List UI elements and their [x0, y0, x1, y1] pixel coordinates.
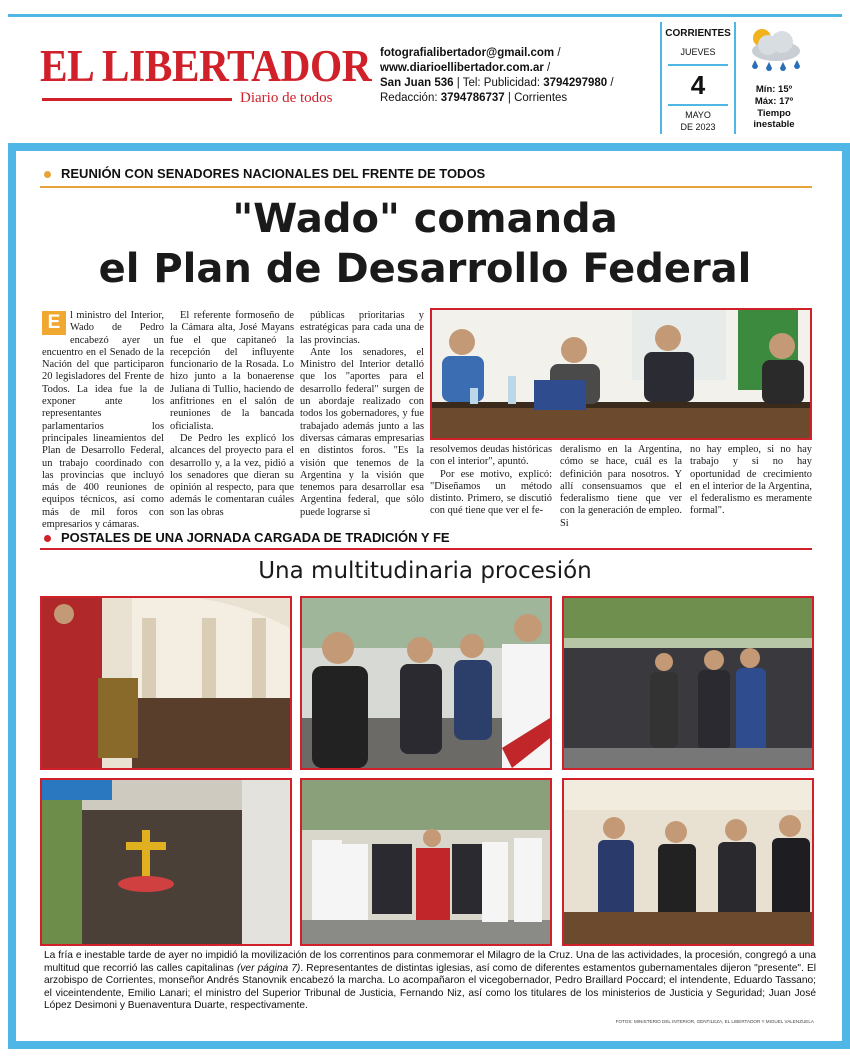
- street-procession-photo: [40, 778, 292, 946]
- clergy-illustration: [302, 780, 550, 944]
- caption-page-ref[interactable]: (ver página 7): [236, 962, 301, 974]
- article-column-5: [560, 444, 682, 530]
- section-kicker-2: [44, 530, 450, 545]
- officials-illustration: [302, 598, 550, 768]
- article-column-4: [430, 444, 552, 518]
- clergy-procession-photo: [300, 778, 552, 946]
- article-paragraph: De Pedro les explicó los alcances del proyecto para el desarrollo y, a la vez, pidió a los senadores que dieran su opinión al respecto, para que además le comentaran cuáles son las obras: [170, 432, 294, 518]
- cloud-rain-icon: [740, 24, 808, 80]
- section-kicker: [44, 166, 485, 181]
- cathedral-illustration: [42, 598, 290, 768]
- date-day-number: 4: [690, 70, 706, 100]
- article-text: l ministro del Interior, Wado de Pedro encabezó ayer un encuentro en el Senado de la Nación del que participaron 20 legisladores del Frente de Todos. La idea fue la de exponer ante los representantes parlamentarios los principales lineamientos del Plan de Desarrollo Federal, un trabajo coordinado con las provincias que incluyó más de 400 reuniones de equipos técnicos, así como más de mil foros con empresarios y cámaras.: [42, 310, 164, 531]
- redaccion-number: 3794786737: [440, 92, 505, 104]
- street-procession-illustration: [42, 780, 290, 944]
- article-text: deralismo en la Argentina, cómo se hace, cuál es la definición para nosotros. Y allí consensuamos que el federalismo tiene que ver con la generación de empleo. Si: [560, 444, 682, 529]
- procession-headline: Una multitudinaria procesión: [258, 558, 592, 584]
- crowd-officials-photo: [562, 596, 814, 770]
- article-column-3: [300, 310, 424, 519]
- headline-line-1: "Wado" comanda: [232, 196, 618, 242]
- weather-max: Máx: 17º: [754, 96, 794, 107]
- article-paragraph: Por ese motivo, explicó: "Diseñamos un método distinto. Primero, se discutió con qué tiene que ver el fe-: [430, 468, 552, 517]
- weather-condition: Tiempo inestable: [753, 108, 795, 130]
- date-city: CORRIENTES: [665, 28, 731, 39]
- senate-meeting-photo: [430, 308, 812, 440]
- date-year: DE 2023: [680, 122, 716, 132]
- contact-info: fotografialibertador@gmail.com / www.diarioellibertador.com.ar / San Juan 536 | Tel: Publicidad: 3794297980 / Redacción: 3794786737 | Corrientes: [380, 47, 614, 104]
- contact-website[interactable]: www.diarioellibertador.com.ar: [380, 62, 544, 74]
- church-officials-illustration: [564, 780, 812, 944]
- article-column-6: [690, 444, 812, 518]
- redaccion-label: Redacción:: [380, 92, 438, 104]
- main-headline: [40, 194, 810, 294]
- caption-text: . Representantes de distintas iglesias, así como de diferentes estamentos gubernamentales dijeron "presente". El arzobispo de Corrientes, monseñor Andrés Stanovnik encabezó la marcha. Lo acompañaron el vicegobernador, Pedro Braillard Poccard; el intendente, Eduardo Tassano; el viceintendente, Emilio Lanari; el ministro del Superior Tribunal de Justicia, Fernando Niz, así como los titulares de los ministerios de Justicia y Seguridad; Juan José López Desimoni y Buenaventura Duarte, respectivamente.: [44, 962, 817, 1012]
- tel-number: 3794297980: [543, 77, 608, 89]
- crowd-illustration: [564, 598, 812, 768]
- drop-cap: E: [42, 311, 66, 335]
- article-text: no hay empleo, si no hay trabajo y si no hay oportunidad de crecimiento en el interior de la Argentina, el federalismo es meramente formal".: [690, 444, 812, 517]
- caption-text: La fría e inestable tarde de ayer no impidió la movilización de los correntinos para conmemorar el Milagro de la Cruz. Una de las actividades, la procesión, congregó a una multitud que recorrió las calles capitalinas: [44, 950, 816, 974]
- section-rule: [40, 548, 812, 550]
- bullet-icon: [44, 535, 51, 542]
- photo-credits: FOTOS: MINISTERIO DEL INTERIOR, GENTILEZA, EL LIBERTADOR Y MIGUEL VALENZUELA: [615, 1019, 814, 1024]
- contact-email[interactable]: fotografialibertador@gmail.com: [380, 47, 555, 59]
- tel-label: Tel: Publicidad:: [462, 77, 541, 89]
- weather-min: Mín: 15º: [755, 84, 793, 95]
- article-paragraph: públicas prioritarias y estratégicas para cada una de las provincias.: [300, 310, 424, 346]
- date-divider: [668, 104, 728, 106]
- section-kicker-text: REUNIÓN CON SENADORES NACIONALES DEL FRENTE DE TODOS: [61, 166, 486, 181]
- article-column-2: [170, 310, 294, 519]
- logo-underline: [42, 98, 232, 101]
- date-month: MAYO: [685, 110, 711, 120]
- article-paragraph: El referente formoseño de la Cámara alta, José Mayans fue el que capitaneó la recepción del influyente funcionario de la Rosada. Lo hizo junto a la bonaerense Juliana di Tullio, haciendo de anfitriones en el salón de reuniones de la bancada oficialista.: [170, 310, 294, 432]
- date-weekday: JUEVES: [680, 47, 716, 57]
- church-officials-photo: [562, 778, 814, 946]
- newspaper-tagline: Diario de todos: [240, 90, 333, 106]
- contact-city: Corrientes: [514, 92, 568, 104]
- contact-address: San Juan 536: [380, 77, 454, 89]
- top-accent-bar: [8, 14, 842, 17]
- article-paragraph: Ante los senadores, el Ministro del Interior detalló que los "aportes para el desarrollo federal" surgen de un abordaje realizado con todos los gobernadores, y fue trabajado además junto a las diversas cámaras empresarias en distintos foros. "Es la visión que tenemos de la Argentina y la visión que tenemos para desarrollar esa Argentina federal, que sólo puede lograrse si: [300, 346, 424, 518]
- bullet-icon: [44, 171, 51, 178]
- photo-caption: [44, 950, 816, 1013]
- officials-procession-photo: [300, 596, 552, 770]
- newspaper-logo: EL LIBERTADOR: [40, 41, 372, 91]
- article-text: resolvemos deudas históricas con el interior", apuntó.: [430, 444, 552, 468]
- date-divider: [668, 64, 728, 66]
- date-box: [660, 22, 736, 134]
- cathedral-mass-photo: [40, 596, 292, 770]
- senate-meeting-illustration: [432, 310, 810, 438]
- headline-line-2: el Plan de Desarrollo Federal: [98, 246, 752, 292]
- article-column-1: [42, 310, 164, 531]
- section-kicker-text: POSTALES DE UNA JORNADA CARGADA DE TRADICIÓN Y FE: [61, 530, 450, 545]
- section-rule: [40, 186, 812, 188]
- weather-box: [736, 22, 812, 134]
